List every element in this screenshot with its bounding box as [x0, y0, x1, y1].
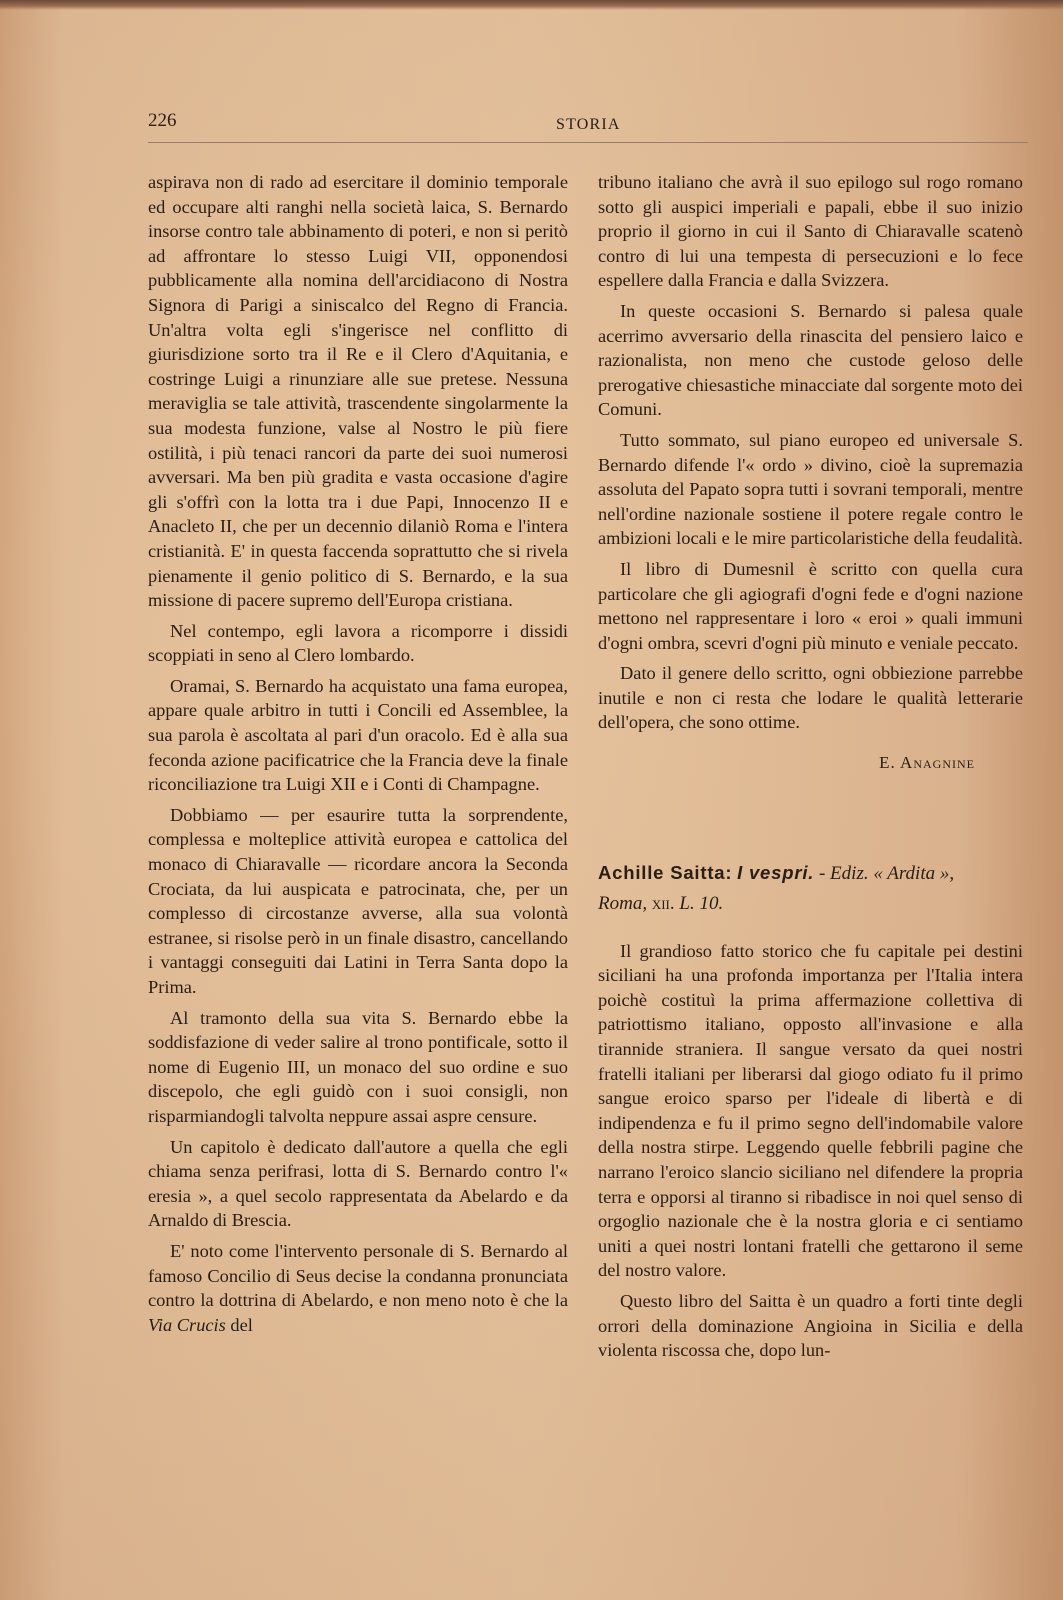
right-paragraph-4: Il libro di Dumesnil è scritto con quella cura particolare che gli agiografi d'ogni fede e d'ogni nazione mettono nel rappresentare i loro « eroi » quali immuni d'ogni ombra, scevri d'ogni più minuto e veniale peccato.: [598, 558, 1023, 653]
via-crucis-italic: Via Crucis: [148, 1314, 226, 1335]
review-signature: E. Anagnine: [879, 753, 975, 773]
left-paragraph-5: Al tramonto della sua vita S. Bernardo ebbe la soddisfazione di veder salire al trono pontificale, sotto il nome di Eugenio III, un monaco del suo ordine e suo discepolo, che egli guidò con i suoi consigli, non risparmiandogli talvolta neppure assai aspre censure.: [148, 1007, 568, 1126]
review-author: Achille Saitta:: [598, 861, 733, 883]
review-paragraph-2: Questo libro del Saitta è un quadro a forti tinte degli orrori della dominazione Angioina in Sicilia e della violenta riscossa che, dopo lun-: [598, 1290, 1023, 1361]
right-paragraph-2: In queste occasioni S. Bernardo si palesa quale acerrimo avversario della rinascita del pensiero laico e razionalista, non meno che custode geloso delle prerogative chiesastiche minacciate dal sorgente moto dei Comuni.: [598, 300, 1023, 420]
running-head: [148, 110, 1028, 140]
review-body: [598, 939, 1023, 1363]
right-paragraph-5: Dato il genere dello scritto, ogni obbiezione parrebbe inutile e non ci resta che lodare le qualità letterarie dell'opera, che sono ottime.: [598, 663, 1023, 733]
left-paragraph-4: Dobbiamo — per esaurire tutta la sorprendente, complessa e molteplice attività europea e cattolica del monaco di Chiaravalle — ricordare ancora la Seconda Crociata, da lui auspicata e patrocinata, che, per un complesso di circostanze avverse, alla sua volontà estranee, si risolse però in un finale disastro, cancellando i vantaggi conseguiti dai Latini in Terra Santa dopo la Prima.: [148, 804, 568, 997]
right-paragraph-1: tribuno italiano che avrà il suo epilogo sul rogo romano sotto gli auspici imperiali e papali, ebbe il suo inizio proprio il giorno in cui il Santo di Chiaravalle scatenò contro di lui una tempesta di persecuzioni e lo fece espellere dalla Francia e dalla Svizzera.: [598, 172, 1023, 291]
page-top-edge: [0, 0, 1063, 10]
left-paragraph-3: Oramai, S. Bernardo ha acquistato una fama europea, appare quale arbitro in tutti i Concili ed Assemblee, la sua parola è ascoltata al pari d'un oracolo. Ed è alla sua feconda azione pacificatrice che la Francia deve la finale riconciliazione tra Luigi XII e i Conti di Champagne.: [148, 675, 568, 795]
left-paragraph-7-text-b: del: [225, 1314, 253, 1335]
left-paragraph-7-text-a: E' noto come l'intervento personale di S. Bernardo al famoso Concilio di Seus decise la condanna pronunciata contro la dottrina di Abelardo, e non meno noto è che la: [148, 1240, 568, 1311]
left-paragraph-1: aspirava non di rado ad esercitare il dominio temporale ed occupare alti ranghi nella società laica, S. Bernardo insorse contro tale abbinamento di poteri, e non si peritò ad affrontare lo stesso Luigi VII, opponendosi pubblicamente alla nomina dell'arcidiacono di Nostra Signora di Parigi a siniscalco del Regno di Francia. Un'altra volta egli s'ingerisce nel conflitto di giurisdizione sorto tra il Re e il Clero d'Aquitania, e costringe Luigi a rinunziare alle sue pretese. Nessuna meraviglia se tale attività, trascendente singolarmente la sua modesta funzione, valse al Nostro le più fiere ostilità, i più tenaci rancori da parte dei suoi numerosi avversari. Ma ben più gradita e vasta occasione d'agire gli s'offrì con la lotta tra i due Papi, Innocenzo II e Anacleto II, che per un decennio dilaniò Roma e l'intera cristianità. E' in questa faccenda soprattutto che si rivela pienamente il genio politico di S. Bernardo, e la sua missione di pacere supremo dell'Europa cristiana.: [148, 172, 568, 611]
review-year: xii.: [651, 892, 675, 914]
review-place: Roma,: [598, 892, 648, 914]
left-paragraph-7: [148, 1239, 568, 1337]
review-book-title: I vespri.: [737, 861, 815, 883]
header-rule: [148, 142, 1028, 143]
right-column: [598, 170, 1023, 1369]
left-column: [148, 170, 568, 1343]
review-heading: [598, 858, 1023, 919]
left-paragraph-6: Un capitolo è dedicato dall'autore a quella che egli chiama senza perifrasi, lotta di S. Bernardo contro l'« eresia », a quel secolo rappresentata da Abelardo e da Arnaldo di Brescia.: [148, 1136, 568, 1231]
review-paragraph-1: Il grandioso fatto storico che fu capitale pei destini siciliani ha una profonda importanza per l'Italia intera poichè costituì la prima affermazione collettiva di patriottismo italiano, opposto all'invasione e alla tirannide straniera. Il sangue versato da quei nostri fratelli italiani per liberarsi dal giogo odiato fu il primo sangue eroico sparso per l'ideale di libertà e di indipendenza e fu il primo segno dell'indomabile valore della nostra stirpe. Leggendo quelle febbrili pagine che narrano l'eroico slancio siciliano nel difendere la propria terra e opporsi al tiranno si ribadisce in noi quel senso di orgoglio nazionale che è la nostra gloria e ci sentiamo uniti a quei nostri lontani fratelli che gettarono il seme del nostro valore.: [598, 940, 1023, 1281]
review-publisher: - Ediz. « Ardita »,: [818, 862, 955, 884]
section-title: STORIA: [556, 116, 621, 133]
review-price: L. 10.: [679, 892, 724, 914]
left-paragraph-2: Nel contempo, egli lavora a ricomporre i dissidi scoppiati in seno al Clero lombardo.: [148, 620, 568, 666]
page-number: 226: [148, 110, 177, 131]
right-paragraph-3: Tutto sommato, sul piano europeo ed universale S. Bernardo difende l'« ordo » divino, cioè la supremazia assoluta del Papato sopra tutti i sovrani temporali, mentre nell'ordine nazionale sostiene il potere regale contro le ambizioni locali e le mire particolaristiche della feudalità.: [598, 429, 1023, 549]
